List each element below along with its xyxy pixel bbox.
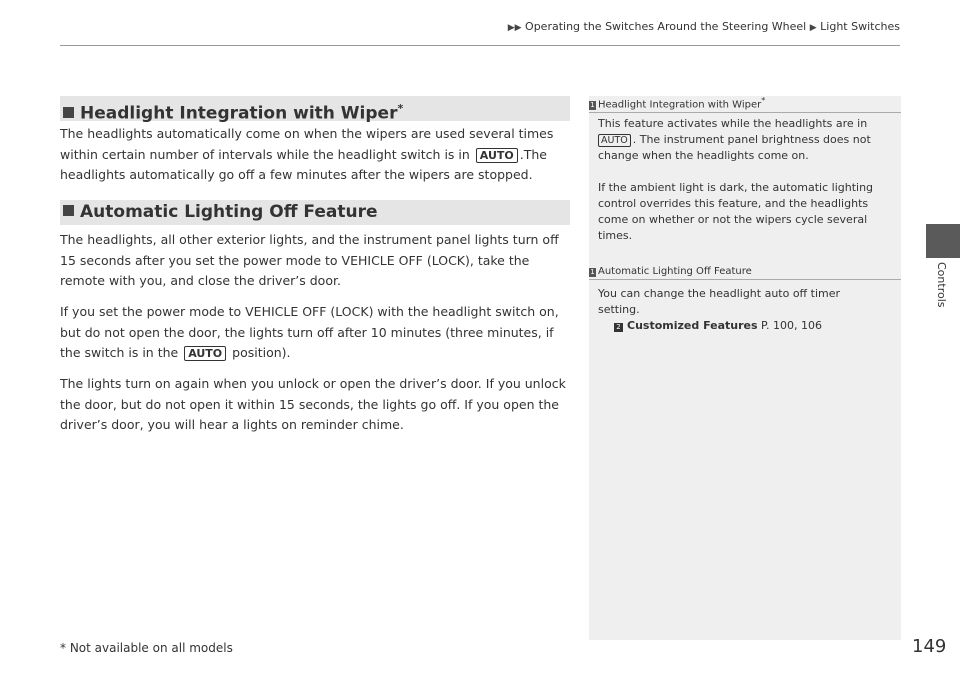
sidenote-title-auto-off: [589, 266, 901, 280]
auto-key-icon: AUTO: [598, 134, 631, 147]
square-bullet-icon: [63, 107, 74, 118]
para-text: If you set the power mode to VEHICLE OFF (LOCK) with the headlight switch on, but do not open the door, the lights turn off after 10 minutes (three minutes, if the switch is in the: [60, 304, 559, 360]
note-text: This feature activates while the headlights are in: [598, 117, 868, 130]
sidebar-panel: [589, 96, 901, 640]
note-number-icon: 1: [590, 268, 595, 276]
footnote-marker: *: [761, 96, 766, 105]
sidenote-body-wiper-override: If the ambient light is dark, the automatic lighting control overrides this feature, and the headlights come on whether or not the wipers cycle several times.: [598, 181, 874, 242]
note-title: Automatic Lighting Off Feature: [598, 266, 752, 277]
auto-key-icon: AUTO: [184, 346, 226, 361]
note-text: . The instrument panel brightness does not change when the headlights come on.: [598, 133, 871, 162]
section-title: Headlight Integration with Wiper: [80, 103, 398, 124]
xref-pages[interactable]: P. 100, 106: [761, 319, 822, 332]
square-bullet-icon: [63, 205, 74, 216]
para-text: position).: [228, 345, 291, 360]
paragraph-lights-reminder: The lights turn on again when you unlock or open the driver’s door. If you unlock the door, but do not open it within 15 seconds, the lights go off. If you open the driver’s door, you will hear a lights on reminder chime.: [60, 376, 566, 432]
sidenote-title-wiper: [589, 96, 901, 113]
sidenote-body-auto-off: [598, 286, 880, 334]
chapter-label: Controls: [935, 262, 948, 308]
section-title: Automatic Lighting Off Feature: [80, 202, 378, 222]
note-title: Headlight Integration with Wiper: [598, 99, 762, 111]
section-heading-auto-off: [60, 200, 570, 225]
footnote: * Not available on all models: [60, 641, 233, 655]
page-number: 149: [912, 636, 947, 657]
breadcrumb-arrow-icon: ▶▶: [507, 23, 522, 33]
breadcrumb-separator-icon: ▶: [809, 23, 817, 33]
paragraph-vehicle-off: [60, 302, 572, 364]
chapter-tab: [926, 224, 960, 258]
sidenote-body-wiper: [598, 116, 880, 164]
cross-reference[interactable]: [614, 319, 822, 332]
breadcrumb: [508, 20, 900, 33]
paragraph-auto-off: The headlights, all other exterior lights, and the instrument panel lights turn off 15 seconds after you set the power mode to VEHICLE OFF (LOCK), take the remote with you, and close the driver’s door.: [60, 232, 559, 288]
auto-key-icon: AUTO: [476, 148, 518, 163]
header-divider: [60, 45, 900, 46]
footnote-marker: *: [397, 102, 404, 115]
section-heading-wiper: [60, 96, 570, 124]
note-text: You can change the headlight auto off timer setting.: [598, 287, 841, 316]
para-text: The headlights automatically come on when the wipers are used several times within certain number of intervals while the headlight switch is in: [60, 126, 554, 162]
paragraph-wiper-integration: [60, 124, 572, 186]
cross-reference-arrow-icon: 2: [614, 323, 623, 332]
note-number-icon: 1: [590, 101, 595, 110]
breadcrumb-section[interactable]: Operating the Switches Around the Steering Wheel: [525, 20, 807, 33]
para-text: .The headlights automatically go off a few minutes after the wipers are stopped.: [60, 146, 547, 182]
breadcrumb-subsection[interactable]: Light Switches: [820, 20, 900, 33]
xref-label[interactable]: Customized Features: [627, 319, 758, 332]
